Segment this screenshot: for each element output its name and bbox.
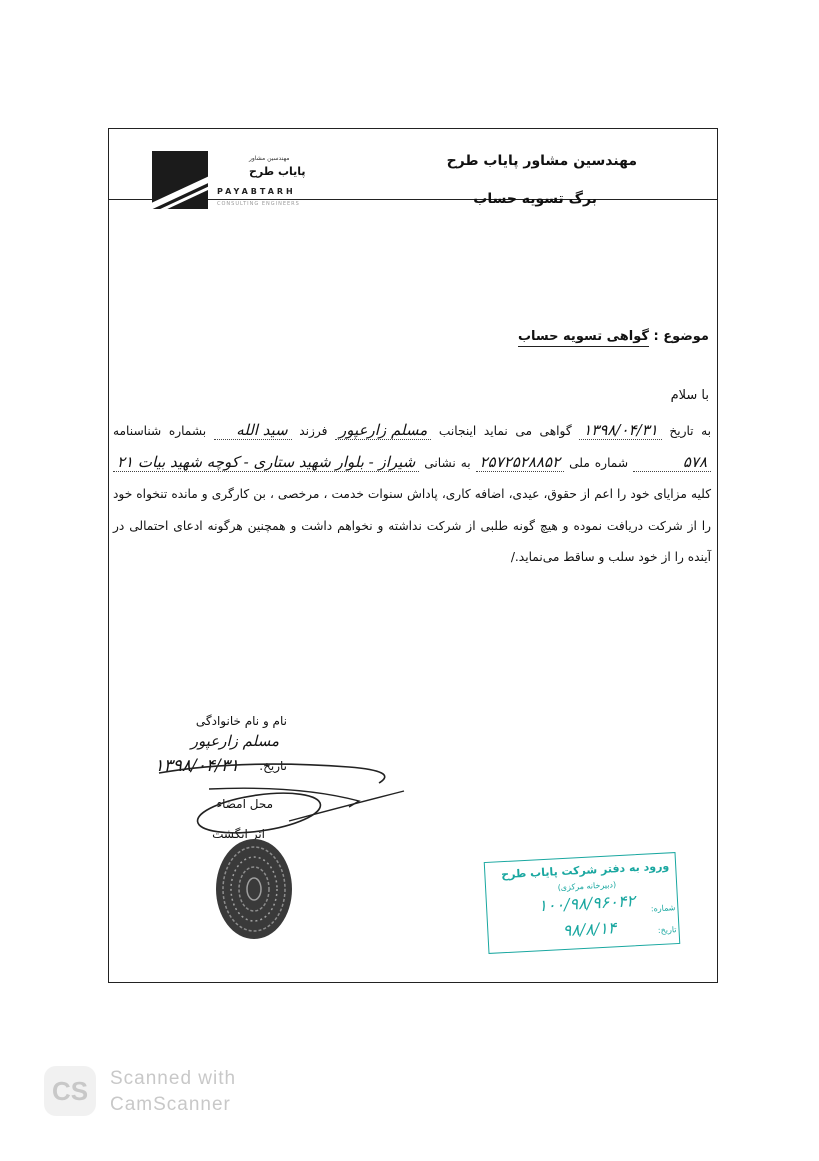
national-id-field: ۲۵۷۲۵۲۸۸۵۲ <box>476 453 565 472</box>
company-name: مهندسین مشاور پایاب طرح <box>446 153 637 169</box>
employee-name-field: مسلم زارعپور <box>335 421 431 440</box>
signer-date-value: ۱۳۹۸/۰۴/۳۱ <box>154 756 239 776</box>
logo-subtitle-fa: مهندسین مشاور <box>249 155 290 162</box>
form-title: برگ تسویه حساب <box>473 191 597 207</box>
logo-subtitle-en: CONSULTING ENGINEERS <box>217 201 300 207</box>
stamp-date-label: تاریخ: <box>657 925 677 936</box>
body-line4: عیدی، اضافه کاری، پاداش سنوات خدمت ، مرخصی ، بن کارگری و مانده تنخواه خود را از <box>113 487 712 533</box>
national-id-label: شماره ملی <box>569 455 629 470</box>
fingerprint-label: اثر انگشت <box>212 827 265 841</box>
date-field: ۱۳۹۸/۰۴/۳۱ <box>579 421 662 440</box>
body-text <box>113 416 711 574</box>
stamp-date-value: ۹۸/۸/۱۴ <box>562 918 617 941</box>
stamp-number-label: شماره: <box>650 903 676 914</box>
id-number-field: ۵۷۸ <box>633 453 711 472</box>
address-field: شیراز - بلوار شهید ستاری - کوچه شهید بیات ۲۱ <box>113 453 419 472</box>
stamp-subtitle: (دبیرخانه مرکزی) <box>557 880 617 893</box>
logo-name-en: PAYABTARH <box>217 187 296 196</box>
subject-line <box>518 329 709 344</box>
document-frame <box>108 128 718 983</box>
address-label: به نشانی <box>424 455 471 470</box>
father-name-field: سید الله <box>214 421 292 440</box>
logo-name-fa: پایاب طرح <box>249 165 306 178</box>
signer-name-value: مسلم زارعپور <box>190 732 279 750</box>
body-line6: ادعای احتمالی در آینده را از خود سلب و ساقط می‌نماید./ <box>113 518 711 564</box>
stamp-title: ورود به دفتر شرکت پایاب طرح <box>500 859 670 882</box>
fingerprint-icon <box>212 834 297 944</box>
camscanner-logo-icon: CS <box>44 1066 96 1116</box>
subject-label: موضوع : <box>653 329 709 344</box>
id-number-label: بشماره شناسنامه <box>113 424 207 438</box>
watermark-line1: Scanned with <box>110 1068 237 1089</box>
subject-value: گواهی تسویه حساب <box>518 329 649 347</box>
signer-name-label: نام و نام خانوادگی <box>195 714 287 728</box>
body-line1-mid: گواهی می نماید اینجانب <box>438 424 572 438</box>
stamp-number-value: ۱۰۰/۹۸/۹۶۰۴۲ <box>537 891 636 916</box>
greeting: با سلام <box>670 388 709 403</box>
signature-place-label: محل امضاء <box>216 797 273 811</box>
body-child-of-label: فرزند <box>299 424 328 438</box>
company-logo-icon <box>152 151 208 209</box>
body-line3: کلیه مزایای خود را اعم از حقوق، <box>543 487 711 501</box>
signer-date-label: تاریخ: <box>259 759 287 773</box>
registry-stamp <box>484 852 681 954</box>
body-line5: شرکت دریافت نموده و هیچ گونه طلبی از شرکت نداشته و نخواهم داشت و همچنین هرگونه <box>207 518 683 533</box>
body-line1-prefix: به تاریخ <box>669 424 712 438</box>
watermark-line2: CamScanner <box>110 1094 231 1115</box>
